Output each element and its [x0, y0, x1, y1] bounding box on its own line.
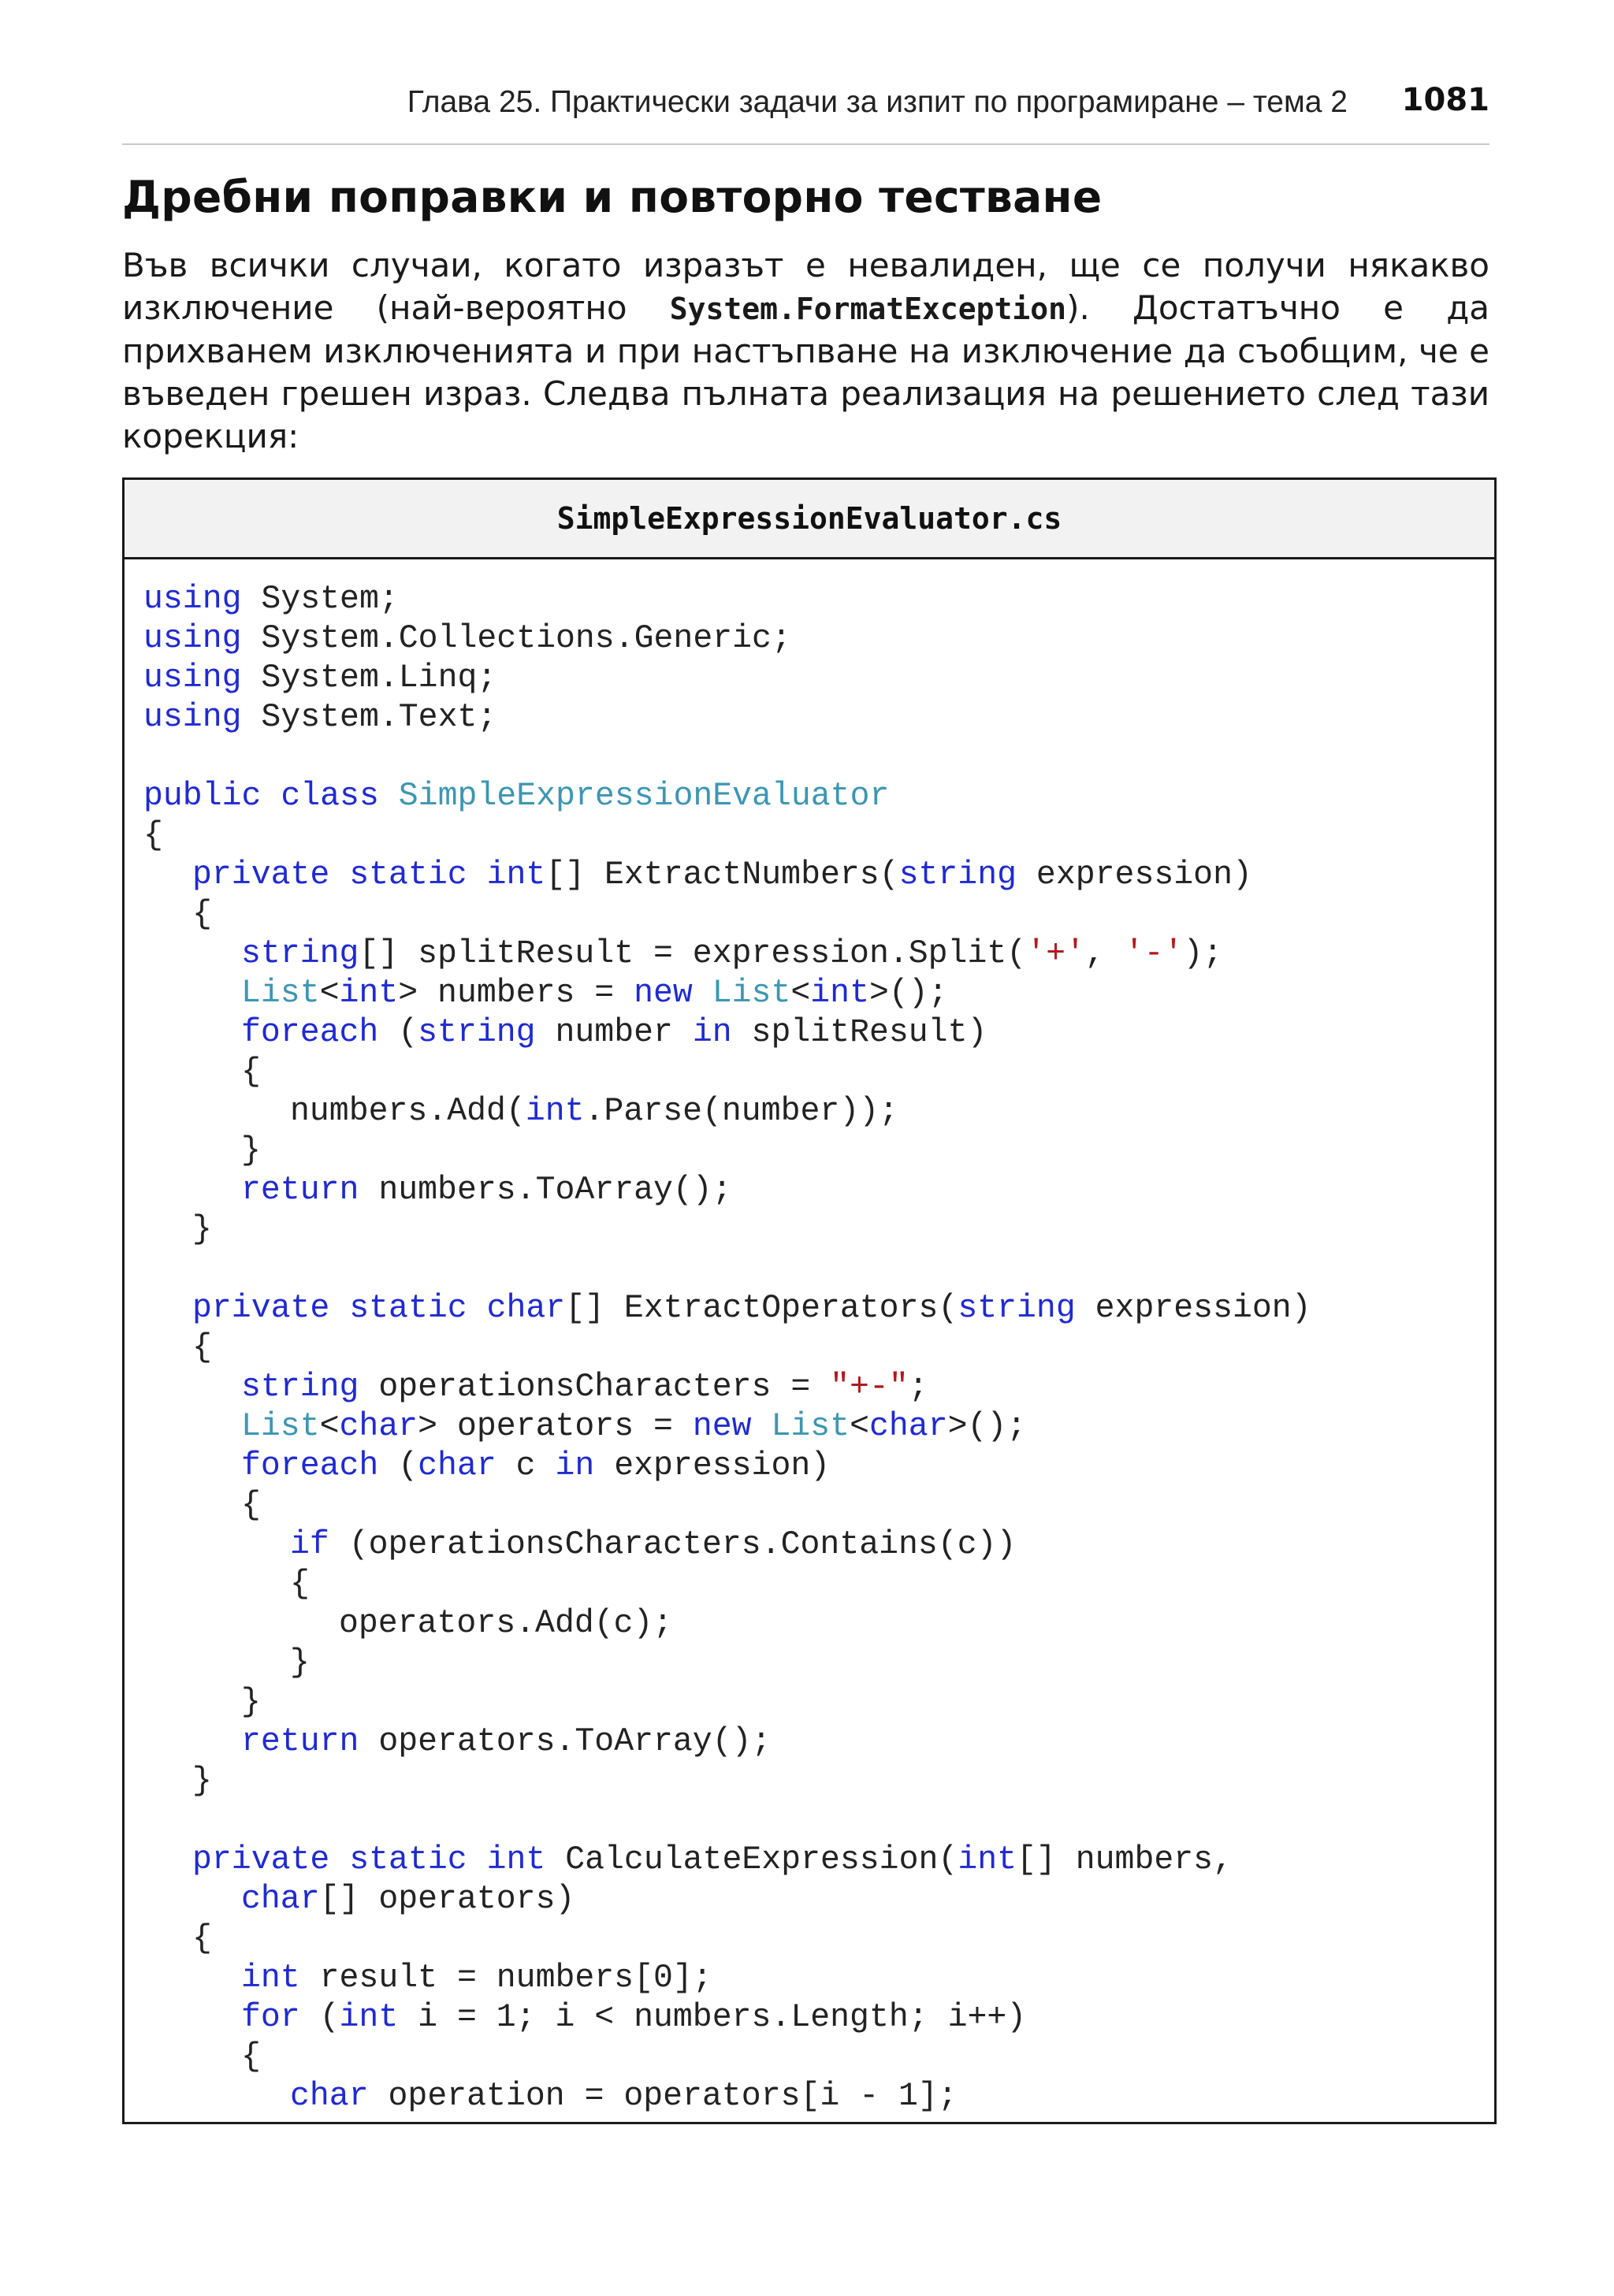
code-keyword: foreach — [241, 1014, 379, 1051]
code-line — [143, 698, 496, 737]
code-line — [192, 1328, 212, 1368]
code-text: { — [192, 896, 212, 933]
code-text: c — [496, 1447, 556, 1484]
code-text: expression) — [1017, 856, 1252, 894]
code-line — [241, 1447, 830, 1486]
code-keyword: int — [339, 975, 399, 1012]
inline-code: System.FormatException — [669, 292, 1067, 326]
intro-text-end: ). Достатъчно е да прихванем изключенията и при настъпване на изключение да съобщим, че е въведен грешен израз. Следва пълната реализация на решението след тази корекция: — [122, 288, 1489, 455]
code-type: List — [241, 975, 320, 1012]
code-text: ( — [378, 1014, 418, 1051]
code-text: { — [241, 1487, 261, 1524]
code-line — [241, 974, 948, 1013]
code-line — [241, 1486, 261, 1525]
code-line — [241, 1171, 732, 1210]
code-keyword: using — [143, 659, 242, 697]
code-keyword: string — [241, 1369, 359, 1406]
code-line — [241, 1683, 261, 1722]
code-line — [290, 1565, 310, 1604]
code-text: { — [143, 817, 163, 854]
section-heading: Дребни поправки и повторно тестване — [122, 172, 1103, 222]
code-keyword: int — [486, 1841, 546, 1878]
code-keyword: char — [241, 1881, 320, 1918]
code-text: CalculateExpression( — [545, 1841, 958, 1878]
code-text — [329, 856, 349, 894]
running-title: Глава 25. Практически задачи за изпит по програмиране – тема 2 — [407, 85, 1348, 119]
code-listing-header — [125, 480, 1494, 559]
code-keyword: in — [555, 1447, 595, 1484]
code-keyword: private — [192, 856, 330, 894]
code-text: number — [535, 1014, 693, 1051]
code-text: >(); — [947, 1408, 1027, 1445]
code-keyword: foreach — [241, 1447, 379, 1484]
code-text: [] ExtractNumbers( — [545, 856, 899, 894]
code-keyword: char — [418, 1447, 496, 1484]
code-line — [241, 1013, 987, 1053]
code-line — [241, 1722, 771, 1762]
code-keyword: static — [349, 856, 467, 894]
code-keyword: new — [692, 1408, 752, 1445]
code-line — [143, 816, 163, 856]
code-string: "+-" — [830, 1369, 909, 1406]
code-keyword: new — [634, 975, 693, 1012]
code-line — [192, 1210, 212, 1250]
code-text: < — [850, 1408, 869, 1445]
code-text — [693, 975, 712, 1012]
code-line — [241, 1407, 1026, 1447]
code-text: } — [241, 1684, 261, 1721]
code-keyword: public — [143, 778, 262, 815]
code-text: [] numbers, — [1017, 1841, 1233, 1878]
code-line — [192, 1289, 1311, 1328]
code-text — [752, 1408, 772, 1445]
code-keyword: return — [241, 1723, 359, 1760]
code-line — [241, 1368, 928, 1407]
code-keyword: static — [349, 1841, 467, 1878]
code-line — [290, 1525, 1016, 1565]
code-text: } — [290, 1644, 310, 1681]
code-text: } — [192, 1211, 212, 1248]
code-keyword: int — [958, 1841, 1017, 1878]
code-keyword: private — [192, 1841, 330, 1878]
code-keyword: char — [868, 1408, 948, 1445]
code-text: (operationsCharacters.Contains(c)) — [329, 1526, 1017, 1563]
code-listing — [122, 477, 1497, 2124]
code-type: List — [712, 975, 791, 1012]
code-keyword: string — [898, 856, 1017, 894]
code-string: '+' — [1026, 935, 1085, 972]
code-text: System; — [241, 581, 399, 618]
code-filename: SimpleExpressionEvaluator.cs — [556, 501, 1062, 536]
code-keyword: in — [692, 1014, 732, 1051]
intro-text-start: Във всички случаи, когато изразът е невалиден, ще се получи някакво изключение (най-вероятно — [122, 246, 1489, 327]
code-keyword: int — [525, 1093, 585, 1130]
code-text: , — [1084, 935, 1125, 972]
code-keyword: char — [339, 1408, 418, 1445]
code-line — [290, 1644, 310, 1683]
code-keyword: using — [143, 699, 242, 736]
code-line — [143, 619, 791, 659]
code-type: List — [241, 1408, 320, 1445]
code-text — [379, 778, 399, 815]
code-text: expression) — [1075, 1290, 1311, 1327]
code-line — [241, 1880, 575, 1919]
code-text — [261, 778, 281, 815]
code-text: [] ExtractOperators( — [565, 1290, 958, 1327]
code-keyword: int — [810, 975, 869, 1012]
code-keyword: using — [143, 581, 242, 618]
code-line — [192, 856, 1252, 895]
code-text: ; — [908, 1369, 928, 1406]
code-text: < — [790, 975, 811, 1012]
code-text: result = numbers[0]; — [299, 1960, 712, 1997]
running-header — [122, 79, 1489, 145]
code-text: System.Collections.Generic; — [241, 620, 791, 657]
code-text: ( — [299, 1999, 340, 2036]
intro-paragraph — [122, 244, 1489, 458]
code-keyword: char — [486, 1290, 566, 1327]
code-text: { — [290, 1566, 310, 1603]
code-keyword: string — [241, 935, 359, 972]
code-line — [143, 659, 496, 698]
code-text: operators.Add(c); — [339, 1605, 673, 1642]
code-text — [329, 1290, 349, 1327]
code-line — [290, 1092, 898, 1131]
code-text: > numbers = — [398, 975, 634, 1012]
code-keyword: int — [241, 1960, 300, 1997]
code-text: { — [192, 1329, 212, 1366]
code-keyword: string — [418, 1014, 536, 1051]
code-line — [143, 777, 889, 816]
code-type: List — [771, 1408, 850, 1445]
code-text: System.Text; — [241, 699, 497, 736]
code-text: operators.ToArray(); — [359, 1723, 772, 1760]
code-keyword: for — [241, 1999, 300, 2036]
code-text — [467, 856, 487, 894]
code-line — [143, 580, 399, 619]
code-keyword: string — [958, 1290, 1076, 1327]
code-text: } — [192, 1763, 212, 1800]
code-keyword: using — [143, 620, 242, 657]
code-text: operation = operators[i - 1]; — [368, 2078, 958, 2115]
code-text: { — [241, 1053, 261, 1090]
code-text: [] splitResult = expression.Split( — [359, 935, 1027, 972]
code-text: } — [241, 1132, 261, 1169]
code-text: < — [319, 1408, 340, 1445]
code-text: [] operators) — [319, 1881, 575, 1918]
page-number: 1081 — [1401, 82, 1489, 118]
code-text: System.Linq; — [241, 659, 497, 697]
code-keyword: return — [241, 1172, 359, 1209]
code-line — [241, 1998, 1026, 2038]
code-keyword: if — [290, 1526, 329, 1563]
code-text: < — [319, 975, 340, 1012]
code-text: i = 1; i < numbers.Length; i++) — [398, 1999, 1027, 2036]
code-line — [290, 2077, 958, 2116]
code-string: '-' — [1124, 935, 1184, 972]
code-keyword: char — [290, 2078, 369, 2115]
code-line — [241, 1959, 712, 1998]
code-line — [192, 1762, 212, 1801]
code-line — [241, 1053, 261, 1092]
code-text: { — [241, 2038, 261, 2075]
code-line — [339, 1604, 672, 1644]
code-text: expression) — [594, 1447, 831, 1484]
code-text: >(); — [868, 975, 948, 1012]
code-text — [467, 1841, 487, 1878]
code-keyword: static — [349, 1290, 467, 1327]
code-text: { — [192, 1920, 212, 1957]
code-type: SimpleExpressionEvaluator — [398, 778, 890, 815]
code-text: numbers.Add( — [290, 1093, 526, 1130]
code-line — [241, 1131, 261, 1171]
code-keyword: int — [339, 1999, 399, 2036]
code-text: ( — [378, 1447, 418, 1484]
code-line — [192, 1841, 1233, 1880]
code-text — [467, 1290, 487, 1327]
code-text — [329, 1841, 349, 1878]
code-text: splitResult) — [731, 1014, 987, 1051]
code-line — [192, 1919, 212, 1959]
code-line — [241, 934, 1222, 974]
code-text: > operators = — [418, 1408, 693, 1445]
code-text: numbers.ToArray(); — [359, 1172, 732, 1209]
code-text: ); — [1183, 935, 1223, 972]
code-keyword: int — [486, 856, 546, 894]
code-text: .Parse(number)); — [584, 1093, 899, 1130]
code-line — [241, 2038, 261, 2077]
code-keyword: private — [192, 1290, 330, 1327]
code-keyword: class — [281, 778, 379, 815]
code-line — [192, 895, 212, 934]
code-text: operationsCharacters = — [359, 1369, 831, 1406]
